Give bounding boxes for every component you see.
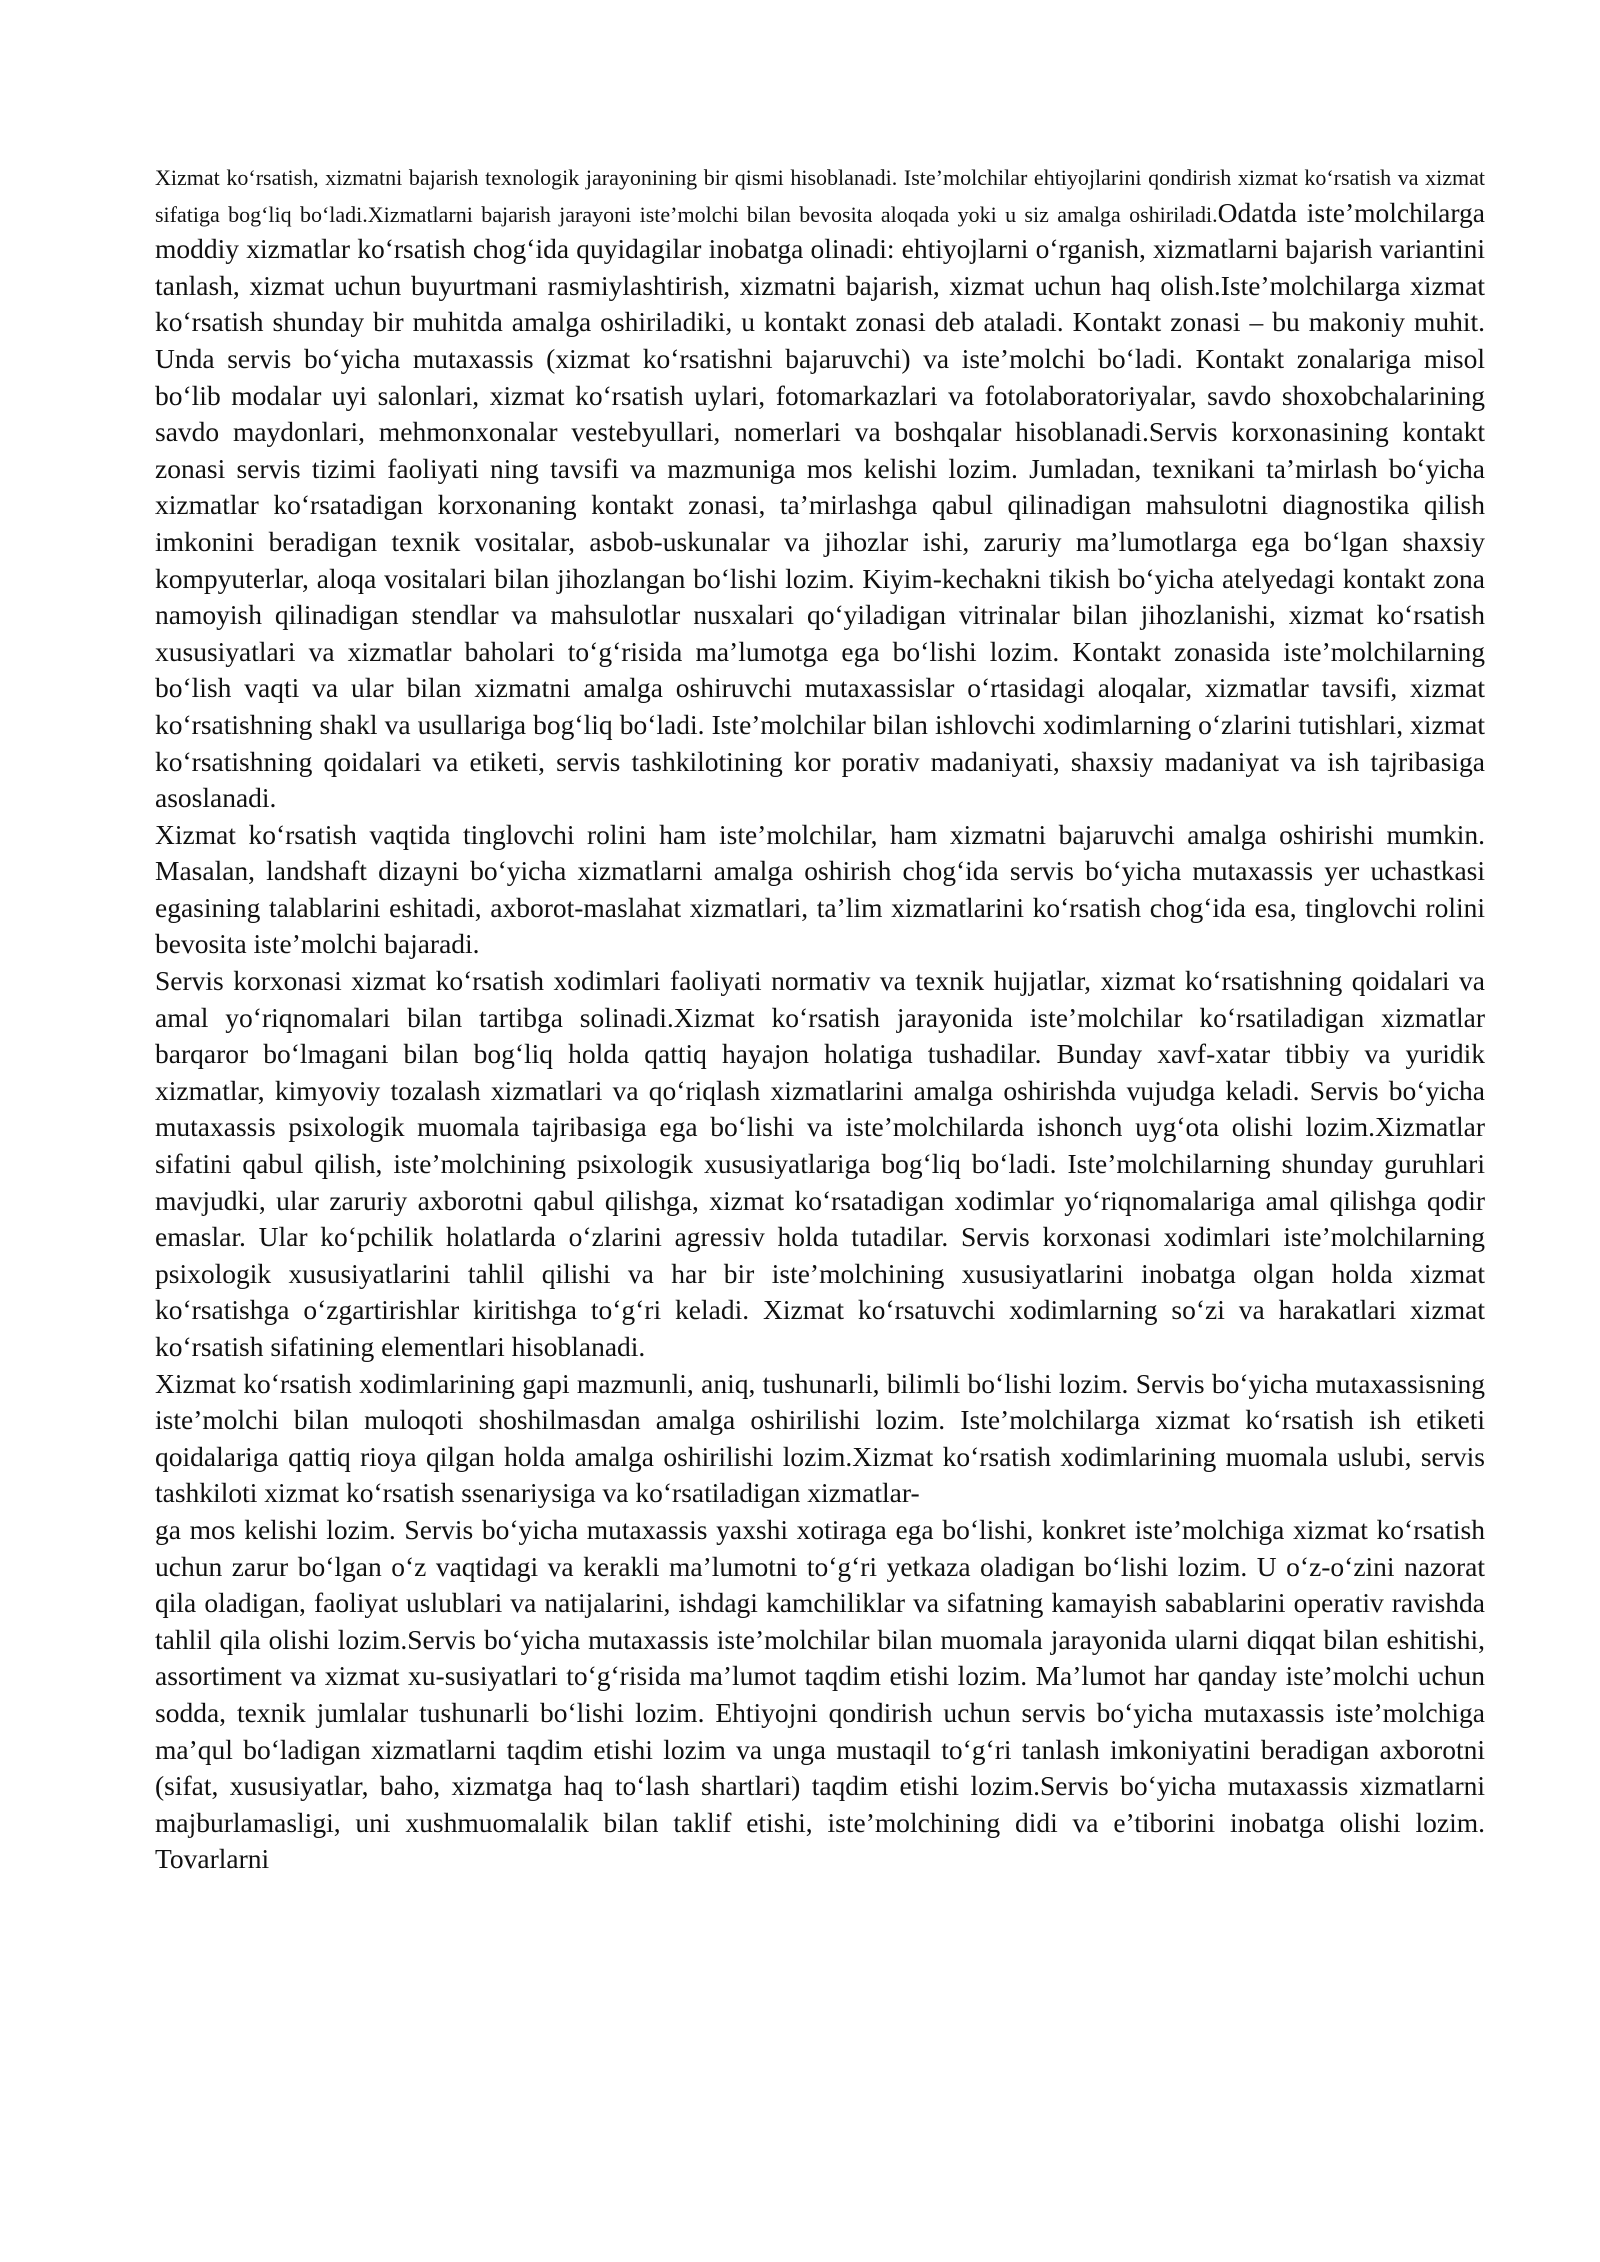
paragraph-1-lead: Xizmat ko‘rsatish, xizmatni bajarish texnologik jarayonining bir qismi hisoblanadi. Iste’molchilar ehtiyojlarini qondirish xizmat ko‘rsatish va xizmat sifatiga bog‘liq bo‘ladi.Xizmatlarni bajarish jarayoni iste’molchi bilan bevosita aloqada yoki u siz amalga oshiriladi. <box>155 165 1485 227</box>
paragraph-1 <box>155 158 1485 817</box>
paragraph-3: Servis korxonasi xizmat ko‘rsatish xodimlari faoliyati normativ va texnik hujjatlar, xizmat ko‘rsatishning qoidalari va amal yo‘riqnomalari bilan tartibga solinadi.Xizmat ko‘rsatish jarayonida iste’molchilar ko‘rsatiladigan xizmatlar barqaror bo‘lmagani bilan bog‘liq holda qattiq hayajon holatiga tushadilar. Bunday xavf-xatar tibbiy va yuridik xizmatlar, kimyoviy tozalash xizmatlari va qo‘riqlash xizmatlarini amalga oshirishda vujudga keladi. Servis bo‘yicha mutaxassis psixologik muomala tajribasiga ega bo‘lishi va iste’molchilarda ishonch uyg‘ota olishi lozim.Xizmatlar sifatini qabul qilish, iste’molchining psixologik xususiyatlariga bog‘liq bo‘ladi. Iste’molchilarning shunday guruhlari mavjudki, ular zaruriy axborotni qabul qilishga, xizmat ko‘rsatadigan xodimlar yo‘riqnomalariga amal qilishga qodir emaslar. Ular ko‘pchilik holatlarda o‘zlarini agressiv holda tutadilar. Servis korxonasi xodimlari iste’molchilarning psixologik xususiyatlarini tahlil qilishi va har bir iste’molchining xususiyatlarini inobatga olgan holda xizmat ko‘rsatishga o‘zgartirishlar kiritishga to‘g‘ri keladi. Xizmat ko‘rsatuvchi xodimlarning so‘zi va harakatlari xizmat ko‘rsatish sifatining elementlari hisoblanadi. <box>155 965 1485 1362</box>
paragraph-2: Xizmat ko‘rsatish vaqtida tinglovchi rolini ham iste’molchilar, ham xizmatni bajaruvchi amalga oshirishi mumkin. Masalan, landshaft dizayni bo‘yicha xizmatlarni amalga oshirish chog‘ida servis bo‘yicha mutaxassis yer uchastkasi egasining talablarini eshitadi, axborot-maslahat xizmatlari, ta’lim xizmatlarini ko‘rsatish chog‘ida esa, tinglovchi rolini bevosita iste’molchi bajaradi. <box>155 818 1485 960</box>
document-page <box>155 158 1485 1878</box>
paragraph-5: ga mos kelishi lozim. Servis bo‘yicha mutaxassis yaxshi xotiraga ega bo‘lishi, konkret iste’molchiga xizmat ko‘rsatish uchun zarur bo‘lgan o‘z vaqtidagi va kerakli ma’lumotni to‘g‘ri yetkaza oladigan bo‘lishi lozim. U o‘z-o‘zini nazorat qila oladigan, faoliyat uslublari va natijalarini, ishdagi kamchiliklar va sifatning kamayish sabablarini operativ ravishda tahlil qila olishi lozim.Servis bo‘yicha mutaxassis iste’molchilar bilan muomala jarayonida ularni diqqat bilan eshitishi, assortiment va xizmat xu-susiyatlari to‘g‘risida ma’lumot taqdim etishi lozim. Ma’lumot har qanday iste’molchi uchun sodda, texnik jumlalar tushunarli bo‘lishi lozim. Ehtiyojni qondirish uchun servis bo‘yicha mutaxassis iste’molchiga ma’qul bo‘ladigan xizmatlarni taqdim etishi lozim va unga mustaqil to‘g‘ri tanlash imkoniyatini beradigan axborotni (sifat, xususiyatlar, baho, xizmatga haq to‘lash shartlari) taqdim etishi lozim.Servis bo‘yicha mutaxassis xizmatlarni majburlamasligi, uni xushmuomalalik bilan taklif etishi, iste’molchining didi va e’tiborini inobatga olishi lozim. Tovarlarni <box>155 1513 1485 1875</box>
paragraph-1-body: Odatda iste’molchilarga moddiy xizmatlar ko‘rsatish chog‘ida quyidagilar inobatga olinadi: ehtiyojlarni o‘rganish, xizmatlarni bajarish variantini tanlash, xizmat uchun buyurtmani rasmiylashtirish, xizmatni bajarish, xizmat uchun haq olish.Iste’molchilarga xizmat ko‘rsatish shunday bir muhitda amalga oshiriladiki, u kontakt zonasi deb ataladi. Kontakt zonasi – bu makoniy muhit. Unda servis bo‘yicha mutaxassis (xizmat ko‘rsatishni bajaruvchi) va iste’molchi bo‘ladi. Kontakt zonalariga misol bo‘lib modalar uyi salonlari, xizmat ko‘rsatish uylari, fotomarkazlari va fotolaboratoriyalar, savdo shoxobchalarining savdo maydonlari, mehmonxonalar vestebyullari, nomerlari va boshqalar hisoblanadi.Servis korxonasining kontakt zonasi servis tizimi faoliyati ning tavsifi va mazmuniga mos kelishi lozim. Jumladan, texnikani ta’mirlash bo‘yicha xizmatlar ko‘rsatadigan korxonaning kontakt zonasi, ta’mirlashga qabul qilinadigan mahsulotni diagnostika qilish imkonini beradigan texnik vositalar, asbob-uskunalar va jihozlar ishi, zaruriy ma’lumotlarga ega bo‘lgan shaxsiy kompyuterlar, aloqa vositalari bilan jihozlangan bo‘lishi lozim. Kiyim-kechakni tikish bo‘yicha atelyedagi kontakt zona namoyish qilinadigan stendlar va mahsulotlar nusxalari qo‘yiladigan vitrinalar bilan jihozlanishi, xizmat ko‘rsatish xususiyatlari va xizmatlar baholari to‘g‘risida ma’lumotga ega bo‘lishi lozim. Kontakt zonasida iste’molchilarning bo‘lish vaqti va ular bilan xizmatni amalga oshiruvchi mutaxassislar o‘rtasidagi aloqalar, xizmatlar tavsifi, xizmat ko‘rsatishning shakl va usullariga bog‘liq bo‘ladi. Iste’molchilar bilan ishlovchi xodimlarning o‘zlarini tutishlari, xizmat ko‘rsatishning qoidalari va etiketi, servis tashkilotining kor porativ madaniyati, shaxsiy madaniyat va ish tajribasiga asoslanadi. <box>155 196 1485 814</box>
paragraph-4: Xizmat ko‘rsatish xodimlarining gapi mazmunli, aniq, tushunarli, bilimli bo‘lishi lozim. Servis bo‘yicha mutaxassisning iste’molchi bilan muloqoti shoshilmasdan amalga oshirilishi lozim. Iste’molchilarga xizmat ko‘rsatish ish etiketi qoidalariga qattiq rioya qilgan holda amalga oshirilishi lozim.Xizmat ko‘rsatish xodimlarining muomala uslubi, servis tashkiloti xizmat ko‘rsatish ssenariysiga va ko‘rsatiladigan xizmatlar- <box>155 1367 1485 1509</box>
